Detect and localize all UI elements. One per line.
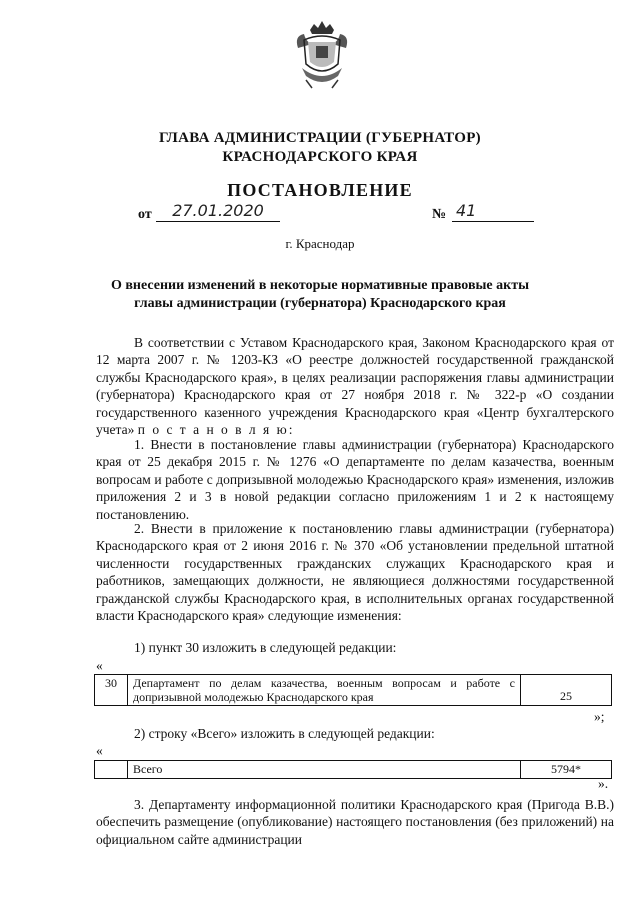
table-cell-value: 25 [521,675,612,706]
document-type: ПОСТАНОВЛЕНИЕ [227,180,413,200]
postanovlyayu-word: п о с т а н о в л я ю: [137,422,295,438]
preamble-paragraph [96,334,614,438]
table-cell-name: Департамент по делам казачества, военным вопросам и работе с допризывной молодежью Краснодарского края [128,675,521,706]
issuer-title-line2: КРАСНОДАРСКОГО КРАЯ [222,149,418,165]
quote-open-1: « [96,658,103,673]
number-prefix: № [432,207,447,222]
table-row [95,761,612,779]
item-2-paragraph: 2. Внести в приложение к постановлению главы администрации (губернатора) Краснодарского края от 2 июня 2016 г. № 370 «Об установлении предельной штатной численности государственных гражданских служащих Краснодарского края и работников, замещающих должности, не являющиеся должностями государственной гражданской службы Краснодарского края, в исполнительных органах государственной власти Краснодарского края» следующие изменения: [96,521,614,624]
preamble-text: В соответствии с Уставом Краснодарского края, Законом Краснодарского края от 12 марта 2007 г. № 1203-КЗ «О реестре должностей государственной гражданской службы Краснодарского края», в целях реализации распоряжения главы администрации (губернатора) Краснодарского края от 27 ноября 2018 г. № 322-р «О создании государственного казенного учреждения Краснодарского края «Центр бухгалтерского учета» [96,335,614,438]
subitem-2-text: 2) строку «Всего» изложить в следующей редакции: [134,726,435,741]
subject-line1: О внесении изменений в некоторые нормативные правовые акты [110,278,530,293]
document-date: 27.01.2020 [156,201,280,222]
item-1-paragraph: 1. Внести в постановление главы администрации (губернатора) Краснодарского края от 25 декабря 2015 г. № 1276 «О департаменте по делам казачества, военным вопросам и работе с допризывной молодежью Краснодарского края» изменения, изложив приложения 2 и 3 в новой редакции согласно приложениям 1 и 2 к настоящему постановлению. [96,437,614,522]
subitem-1-text: 1) пункт 30 изложить в следующей редакции: [134,640,397,655]
table-cell-value: 5794* [521,761,612,779]
quote-close-1: »; [594,709,605,724]
table-row [95,675,612,706]
document-number: 41 [452,201,534,222]
city: г. Краснодар [285,236,355,251]
table-cell-number: 30 [95,675,128,706]
date-prefix: от [138,207,152,222]
quote-close-2: ». [598,776,609,791]
table-cell-name: Всего [128,761,521,779]
table-cell-number [95,761,128,779]
issuer-title-line1: ГЛАВА АДМИНИСТРАЦИИ (ГУБЕРНАТОР) [159,130,481,146]
quote-open-2: « [96,743,103,758]
coat-of-arms-emblem [292,18,352,92]
subject-line2: главы администрации (губернатора) Краснодарского края [134,296,506,311]
table-total-row [94,760,612,779]
item-3-paragraph: 3. Департаменту информационной политики Краснодарского края (Пригода В.В.) обеспечить размещение (опубликование) настоящего постановления (без приложений) на официальном сайте администрации [96,797,614,847]
table-item-30 [94,674,612,706]
